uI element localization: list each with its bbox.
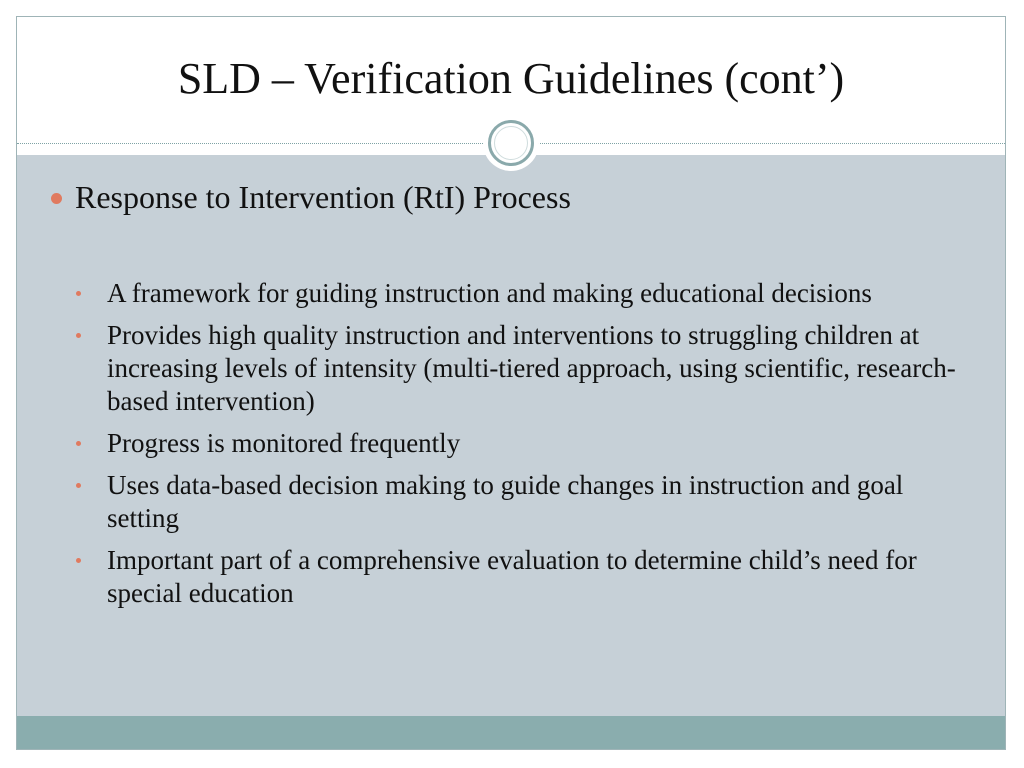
sub-bullet-item bbox=[73, 469, 973, 535]
footer-bar bbox=[17, 716, 1005, 750]
sub-bullet-text: Progress is monitored frequently bbox=[107, 428, 461, 458]
sub-bullet-dot-icon bbox=[76, 483, 81, 488]
sub-bullet-text: Uses data-based decision making to guide changes in instruction and goal setting bbox=[107, 470, 904, 533]
sub-bullet-dot-icon bbox=[76, 441, 81, 446]
sub-bullet-item bbox=[73, 277, 973, 310]
sub-bullet-dot-icon bbox=[76, 558, 81, 563]
sub-bullet-list bbox=[73, 277, 973, 619]
sub-bullet-text: Provides high quality instruction and interventions to struggling children at increasing levels of intensity (multi-tiered approach, using scientific, research-based intervention) bbox=[107, 320, 956, 416]
sub-bullet-item bbox=[73, 427, 973, 460]
sub-bullet-text: Important part of a comprehensive evaluation to determine child’s need for special education bbox=[107, 545, 917, 608]
main-bullet-text: Response to Intervention (RtI) Process bbox=[75, 179, 571, 215]
sub-bullet-item bbox=[73, 544, 973, 610]
sub-bullet-text: A framework for guiding instruction and making educational decisions bbox=[107, 278, 872, 308]
slide-title: SLD – Verification Guidelines (cont’) bbox=[177, 54, 845, 103]
bullet-dot-icon bbox=[51, 193, 62, 204]
ornament-center bbox=[494, 126, 528, 160]
slide bbox=[16, 16, 1006, 750]
sub-bullet-item bbox=[73, 319, 973, 418]
sub-bullet-dot-icon bbox=[76, 333, 81, 338]
circle-ornament-icon bbox=[483, 115, 539, 171]
sub-bullet-dot-icon bbox=[76, 291, 81, 296]
